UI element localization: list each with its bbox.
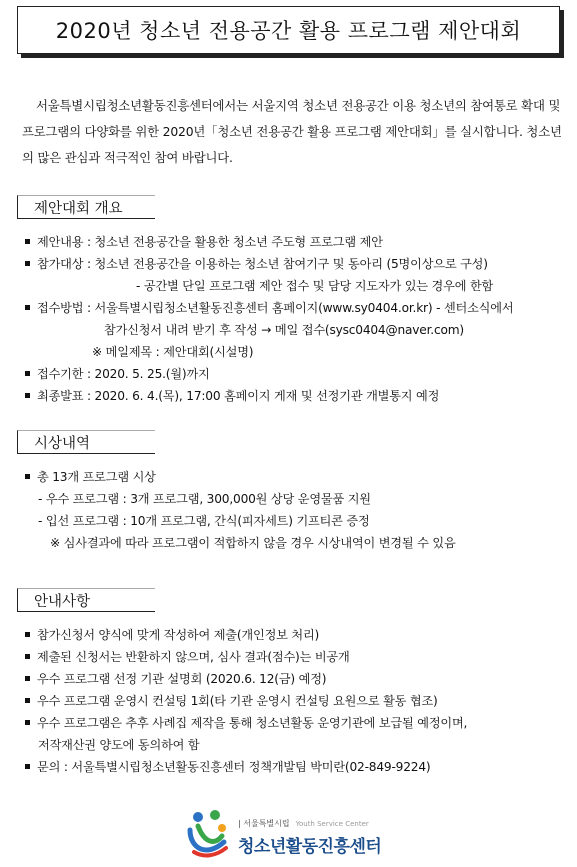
bullet-icon: [25, 654, 30, 659]
bullet-icon: [25, 720, 30, 725]
section-heading-notice: 안내사항: [17, 588, 155, 612]
bullet-icon: [25, 393, 30, 398]
section-heading-overview: 제안대회 개요: [17, 195, 155, 219]
list-item: 우수 프로그램 선정 기관 설명회 (2020.6. 12(금) 예정): [25, 670, 326, 687]
list-item-sub: - 공간별 단일 프로그램 제안 접수 및 담당 지도자가 있는 경우에 한함: [136, 279, 494, 293]
list-item: 최종발표 : 2020. 6. 4.(목), 17:00 홈페이지 게재 및 선정기관 개별통지 예정: [25, 387, 439, 404]
intro-paragraph: 서울특별시립청소년활동진흥센터에서는 서울지역 청소년 전용공간 이용 청소년의 참여통로 확대 및 프로그램의 다양화를 위한 2020년「청소년 전용공간 활용 프로그램 제안대회」를 실시합니다. 청소년의 많은 관심과 적극적인 참여 바랍니다.: [22, 98, 562, 165]
list-item: 문의 : 서울특별시립청소년활동진흥센터 정책개발팀 박미란(02-849-9224): [25, 758, 430, 775]
bullet-icon: [25, 261, 30, 266]
list-item: 참가신청서 양식에 맞게 작성하여 제출(개인정보 처리): [25, 626, 319, 643]
bullet-icon: [25, 305, 30, 310]
bullet-icon: [25, 676, 30, 681]
list-item-continuation: 참가신청서 내려 받기 후 작성 → 메일 접수(sysc0404@naver.com): [104, 323, 464, 337]
section-heading-awards: 시상내역: [17, 430, 155, 454]
list-item: 우수 프로그램 운영시 컨설팅 1회(타 기관 운영시 컨설팅 요원으로 활동 협조): [25, 692, 438, 709]
list-item: 접수방법 : 서울특별시립청소년활동진흥센터 홈페이지(www.sy0404.or.kr) - 센터소식에서: [25, 299, 513, 316]
list-item: 참가대상 : 청소년 전용공간을 이용하는 청소년 참여기구 및 동아리 (5명이상으로 구성): [25, 255, 488, 272]
list-item-continuation: 저작재산권 양도에 동의하여 함: [38, 738, 200, 752]
list-item-sub: - 입선 프로그램 : 10개 프로그램, 간식(피자세트) 기프티콘 증정: [38, 514, 370, 528]
bullet-icon: [25, 239, 30, 244]
list-item: 제안내용 : 청소년 전용공간을 활용한 청소년 주도형 프로그램 제안: [25, 233, 383, 250]
list-item: 우수 프로그램은 추후 사례집 제작을 통해 청소년활동 운영기관에 보급될 예정이며,: [25, 714, 467, 731]
youth-figures-icon: [184, 808, 230, 860]
bullet-icon: [25, 764, 30, 769]
list-item: 접수기한 : 2020. 5. 25.(월)까지: [25, 365, 210, 382]
list-item: 제출된 신청서는 반환하지 않으며, 심사 결과(점수)는 비공개: [25, 648, 350, 665]
list-item-note: ※ 심사결과에 따라 프로그램이 적합하지 않을 경우 시상내역이 변경될 수 있음: [50, 536, 456, 550]
page-title: 2020년 청소년 전용공간 활용 프로그램 제안대회: [17, 6, 560, 54]
bullet-icon: [25, 632, 30, 637]
logo-name: 청소년활동진흥센터: [238, 837, 382, 857]
list-item-note: ※ 메일제목 : 제안대회(시설명): [92, 345, 254, 359]
bullet-icon: [25, 698, 30, 703]
bullet-icon: [25, 371, 30, 376]
list-item: 총 13개 프로그램 시상: [25, 468, 156, 485]
logo-subtitle: | 서울특별시립 Youth Service Center: [238, 819, 369, 828]
list-item-sub: - 우수 프로그램 : 3개 프로그램, 300,000원 상당 운영물품 지원: [38, 492, 371, 506]
center-logo: [184, 808, 414, 860]
bullet-icon: [25, 474, 30, 479]
